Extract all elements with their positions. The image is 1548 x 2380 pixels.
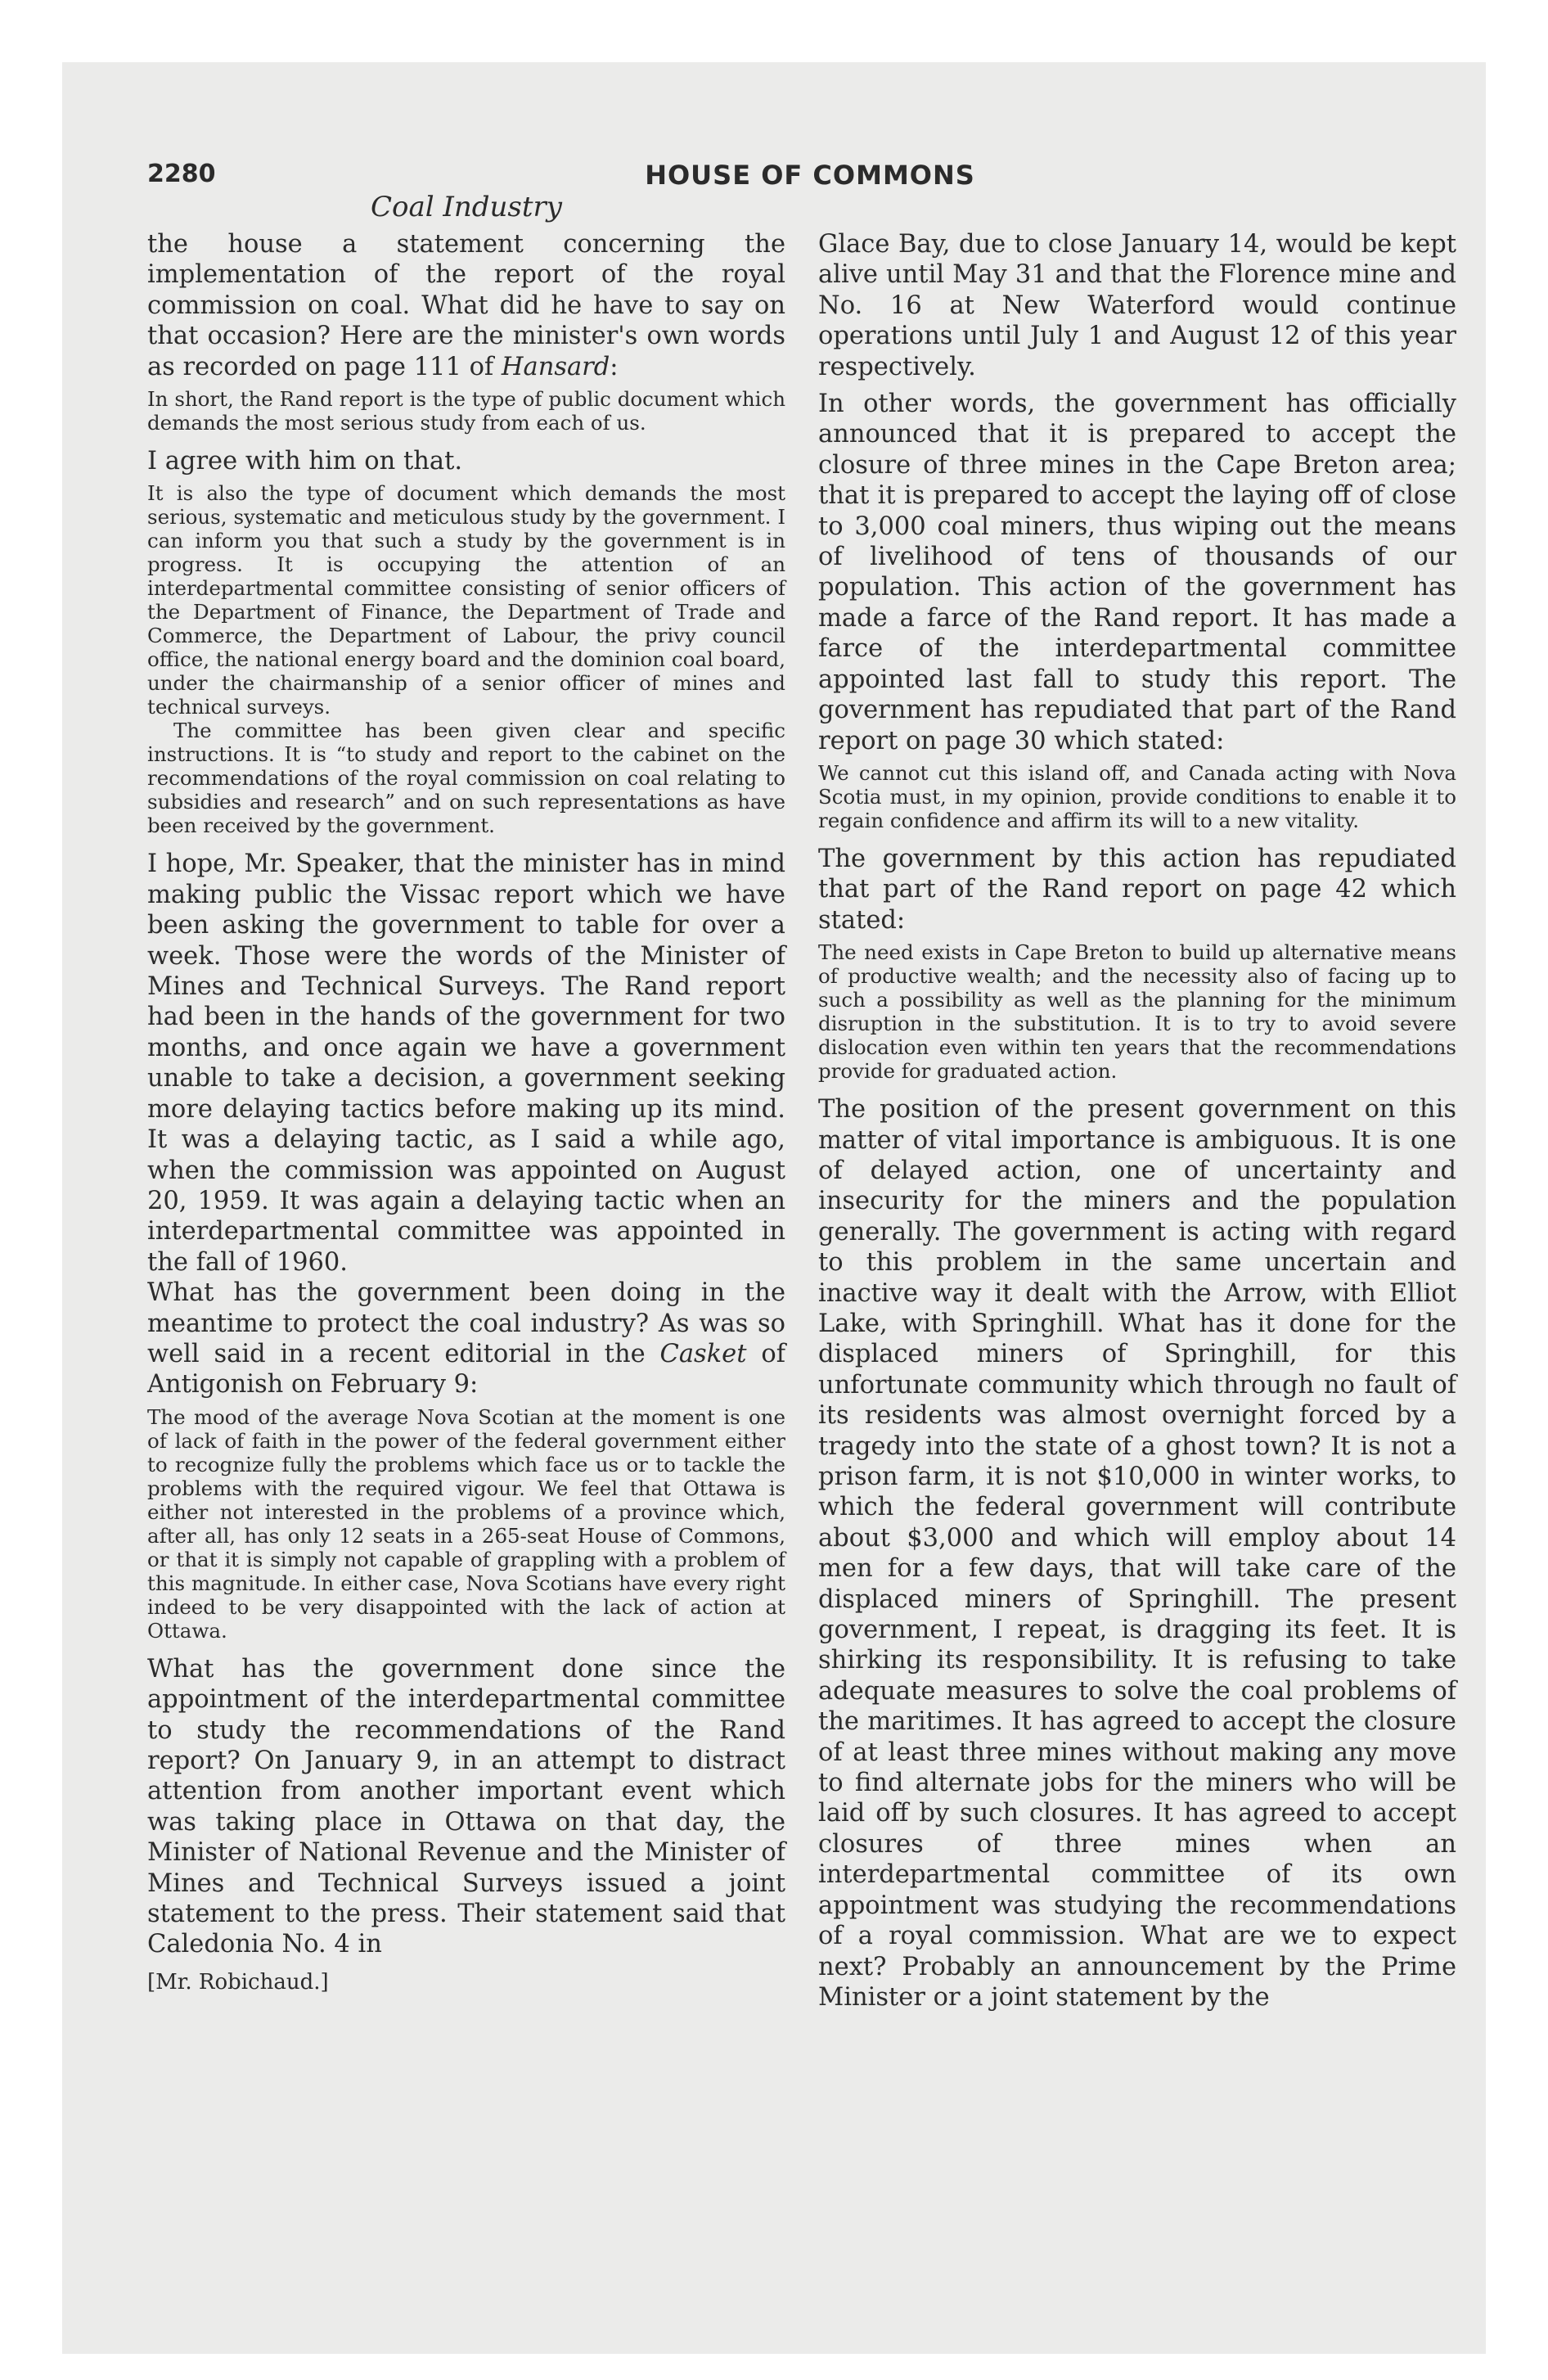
right-column (818, 229, 1456, 2013)
paragraph: I hope, Mr. Speaker, that the minister has in mind making public the Vissac report which we have been asking the government to table for over a week. Those were the words of the Minister of Mines and Technical Surveys. The Rand report had been in the hands of the government for two months, and once again we have a government unable to take a decision, a government seeking more delaying tactics before making up its mind. It was a delaying tactic, as I said a while ago, when the commission was appointed on August 20, 1959. It was again a delaying tactic when an interdepartmental committee was appointed in the fall of 1960. (147, 850, 785, 1277)
speaker-attribution: [Mr. Robichaud.] (147, 1969, 329, 1995)
quotation: We cannot cut this island off, and Canada acting with Nova Scotia must, in my opinion, provide conditions to enable it to regain confidence and affirm its will to a new vitality. (818, 760, 1456, 832)
page-number: 2280 (147, 160, 216, 188)
subject-heading: Coal Industry (371, 191, 562, 223)
paragraph: What has the government done since the appointment of the interdepartmental committee to study the recommendations of the Rand report? On January 9, in an attempt to distract attention from another important event which was taking place in Ottawa on that day, the Minister of National Revenue and the Minister of Mines and Technical Surveys issued a joint statement to the press. Their statement said that Caledonia No. 4 in (147, 1654, 785, 1959)
paragraph: What has the government been doing in the meantime to protect the coal industry? As was so well said in a recent editorial in the Casket of Antigonish on February 9: (147, 1278, 785, 1400)
hansard-page (147, 160, 1473, 2255)
paragraph: In other words, the government has officially announced that it is prepared to accept the closure of three mines in the Cape Breton area; that it is prepared to accept the laying off of close to 3,000 coal miners, thus wiping out the means of livelihood of tens of thousands of our population. This action of the government has made a farce of the Rand report. It has made a farce of the interdepartmental committee appointed last fall to study this report. The government has repudiated that part of the Rand report on page 30 which stated: (818, 390, 1456, 755)
quotation: The committee has been given clear and specific instructions. It is “to study and report to the cabinet on the recommendations of the royal commission on coal relating to subsidies and research” and on such representations as have been received by the government. (147, 719, 785, 838)
paragraph: the house a statement concerning the implementation of the report of the royal commission on coal. What did he have to say on that occasion? Here are the minister's own words as recorded on page 111 of Hansard: (147, 230, 785, 381)
quotation: The mood of the average Nova Scotian at the moment is one of lack of faith in the power of the federal government either to recognize fully the problems which face us or to tackle the problems with the required vigour. We feel that Ottawa is either not interested in the problems of a province which, after all, has only 12 seats in a 265-seat House of Commons, or that it is simply not capable of grappling with a problem of this magnitude. In either case, Nova Scotians have every right indeed to be very disappointed with the lack of action at Ottawa. (147, 1404, 785, 1643)
paragraph: Glace Bay, due to close January 14, would be kept alive until May 31 and that the Florence mine and No. 16 at New Waterford would continue operations until July 1 and August 12 of this year respectively. (818, 230, 1456, 381)
left-column (147, 229, 785, 1995)
italic-term: Hansard (501, 352, 610, 381)
quotation: In short, the Rand report is the type of public document which demands the most serious study from each of us. (147, 387, 785, 435)
paragraph: The government by this action has repudiated that part of the Rand report on page 42 which stated: (818, 844, 1456, 935)
paragraph: I agree with him on that. (147, 447, 463, 476)
italic-term: Casket (659, 1339, 747, 1368)
running-title: HOUSE OF COMMONS (645, 160, 975, 191)
quotation: It is also the type of document which demands the most serious, systematic and meticulous study by the government. I can inform you that such a study by the government is in progress. It is occupying the attention of an interdepartmental committee consisting of senior officers of the Department of Finance, the Department of Trade and Commerce, the Department of Labour, the privy council office, the national energy board and the dominion coal board, under the chairmanship of a senior officer of mines and technical surveys. (147, 481, 785, 719)
paragraph: The position of the present government on this matter of vital importance is ambiguous. It is one of delayed action, one of uncertainty and insecurity for the miners and the population generally. The government is acting with regard to this problem in the same uncertain and inactive way it dealt with the Arrow, with Elliot Lake, with Springhill. What has it done for the displaced miners of Springhill, for this unfortunate community which through no fault of its residents was almost overnight forced by a tragedy into the state of a ghost town? It is not a prison farm, it is not $10,000 in winter works, to which the federal government will contribute about $3,000 and which will employ about 14 men for a few days, that will take care of the displaced miners of Springhill. The present government, I repeat, is dragging its feet. It is shirking its responsibility. It is refusing to take adequate measures to solve the coal problems of the maritimes. It has agreed to accept the closure of at least three mines without making any move to find alternate jobs for the miners who will be laid off by such closures. It has agreed to accept closures of three mines when an interdepartmental committee of its own appointment was studying the recommendations of a royal commission. What are we to expect next? Probably an announcement by the Prime Minister or a joint statement by the (818, 1095, 1456, 2012)
quotation: The need exists in Cape Breton to build up alternative means of productive wealth; and the necessity also of facing up to such a possibility as well as the planning for the minimum disruption in the substitution. It is to try to avoid severe dislocation even within ten years that the recommendations provide for graduated action. (818, 940, 1456, 1084)
